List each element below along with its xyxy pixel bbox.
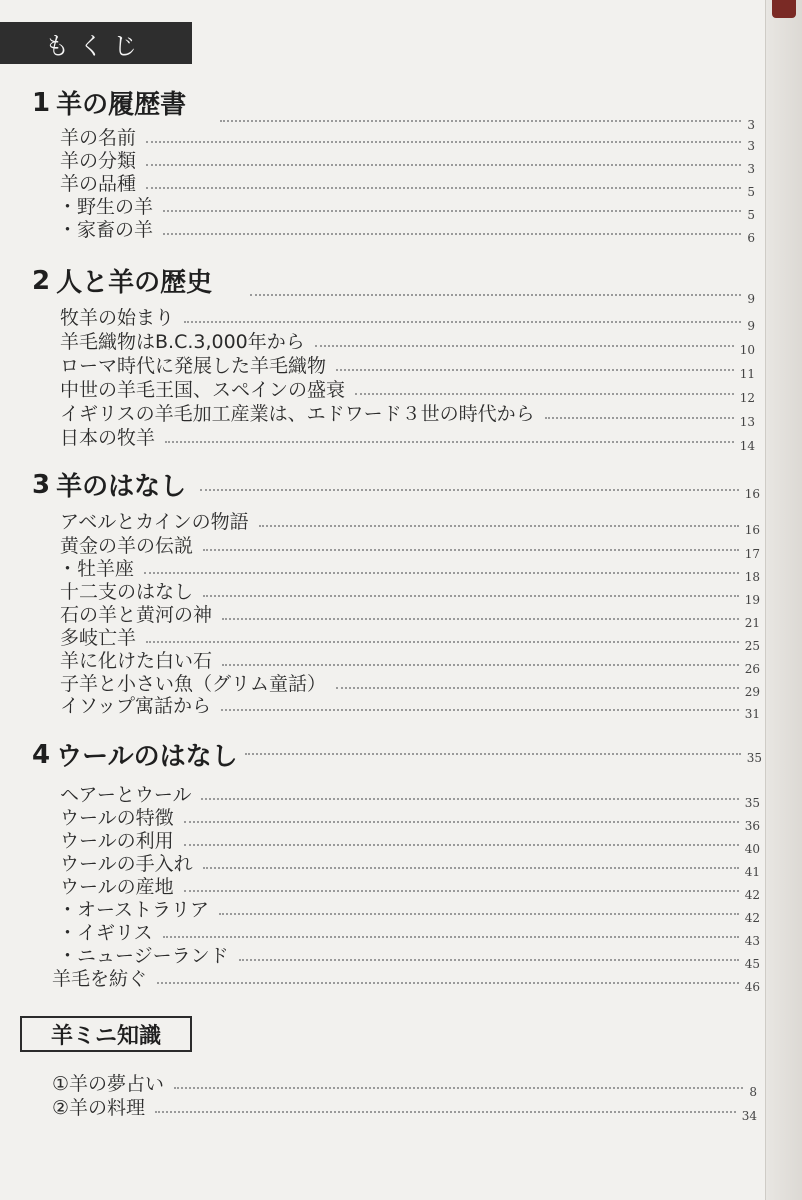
toc-entry[interactable] [60,534,760,561]
leader-dots [157,982,739,984]
entry-label: イギリスの羊毛加工産業は、エドワード３世の時代から [60,403,535,425]
leader-dots [239,959,739,961]
entry-label: ・イギリス [58,922,153,944]
entry-page: 3 [747,139,755,153]
toc-entry[interactable] [52,1096,757,1123]
leader-dots [203,867,739,869]
toc-entry[interactable] [58,921,760,948]
leader-dots [201,798,738,800]
toc-entry[interactable] [52,1072,757,1099]
entry-page: 9 [747,319,755,333]
entry-page: 16 [744,523,760,537]
entry-label: 羊の分類 [60,150,137,172]
entry-label: ヘアーとウール [60,784,192,806]
entry-page: 36 [744,819,760,833]
section-4-heading [32,736,238,773]
page-edge [765,0,802,1200]
toc-entry[interactable] [60,126,755,153]
entry-page: 41 [744,865,760,879]
entry-label: 羊に化けた白い石 [60,650,213,672]
entry-label: 石の羊と黄河の神 [60,604,213,626]
section-2-leader [240,279,755,306]
toc-entry[interactable] [60,426,755,453]
entry-page: 21 [744,616,760,630]
entry-page: 35 [744,796,760,810]
entry-label: ②羊の料理 [52,1097,146,1119]
toc-entry[interactable] [58,944,760,971]
entry-label: 多岐亡羊 [60,627,137,649]
toc-entry[interactable] [60,510,760,537]
section-number: 4 [32,739,51,770]
section-number: 2 [32,265,51,296]
entry-page: 6 [747,231,755,245]
toc-entry[interactable] [60,694,760,721]
section-page: 16 [744,487,760,501]
entry-page: 31 [744,707,760,721]
entry-page: 42 [744,888,760,902]
leader-dots [174,1087,743,1089]
toc-title: もくじ [45,31,147,60]
section-page: 9 [747,292,755,306]
section-title: 羊のはなし [56,472,187,502]
leader-dots [259,525,739,527]
leader-dots [222,664,739,666]
leader-dots [184,321,741,323]
entry-page: 34 [741,1109,757,1123]
entry-page: 11 [739,367,755,381]
leader-dots [155,1111,736,1113]
entry-label: ウールの特徴 [60,807,174,829]
entry-label: ローマ時代に発展した羊毛織物 [60,355,327,377]
entry-label: ・野生の羊 [58,196,154,218]
entry-page: 8 [749,1085,757,1099]
toc-entry[interactable] [60,354,755,381]
leader-dots [184,890,739,892]
section-2-heading [32,262,212,299]
entry-page: 12 [739,391,755,405]
leader-dots [146,141,741,143]
toc-entry[interactable] [60,783,760,810]
entry-page: 5 [747,208,755,222]
entry-label: 黄金の羊の伝説 [60,535,194,557]
section-3-heading [32,466,186,503]
entry-page: 40 [744,842,760,856]
toc-entry[interactable] [60,829,760,856]
leader-dots [146,641,739,643]
leader-dots [184,821,739,823]
leader-dots [144,572,739,574]
entry-page: 17 [744,547,760,561]
section-title: ウールのはなし [56,742,238,772]
leader-dots [545,417,734,419]
leader-dots [203,549,739,551]
entry-label: 羊毛を紡ぐ [52,968,148,990]
mini-knowledge-box [20,1016,192,1052]
toc-entry[interactable] [60,626,760,653]
toc-entry[interactable] [58,218,755,245]
leader-dots [165,441,734,443]
section-page: 35 [746,751,762,765]
leader-dots [203,595,739,597]
entry-label: 子羊と小さい魚（グリム童話） [60,673,327,695]
toc-entry[interactable] [60,172,755,199]
toc-header [0,22,192,64]
leader-dots [163,936,739,938]
entry-label: ・ニュージーランド [58,945,229,967]
entry-page: 14 [739,439,755,453]
toc-entry[interactable] [60,378,755,405]
section-1-heading [32,84,186,121]
entry-page: 3 [747,162,755,176]
toc-entry[interactable] [60,149,755,176]
toc-entry[interactable] [60,306,755,333]
entry-label: ①羊の夢占い [52,1073,165,1095]
toc-entry[interactable] [60,402,755,429]
entry-label: ウールの利用 [60,830,174,852]
toc-entry[interactable] [60,672,760,699]
mini-knowledge-title: 羊ミニ知識 [50,1023,161,1049]
entry-label: 羊毛織物はB.C.3,000年から [60,331,305,353]
entry-label: アベルとカインの物語 [60,511,249,533]
entry-page: 19 [744,593,760,607]
entry-page: 29 [744,685,760,699]
entry-page: 26 [744,662,760,676]
leader-dots [222,618,739,620]
toc-entry[interactable] [60,649,760,676]
entry-page: 18 [744,570,760,584]
toc-entry[interactable] [60,330,755,357]
leader-dots [221,709,739,711]
entry-label: 日本の牧羊 [60,427,156,449]
toc-entry[interactable] [60,603,760,630]
entry-page: 5 [747,185,755,199]
leader-dots [315,345,734,347]
entry-page: 42 [744,911,760,925]
entry-label: ・牡羊座 [58,558,135,580]
toc-entry[interactable] [60,852,760,879]
toc-entry[interactable] [58,557,760,584]
toc-entry[interactable] [58,195,755,222]
entry-label: 牧羊の始まり [60,307,175,329]
entry-label: 羊の名前 [60,127,137,149]
leader-dots [146,164,741,166]
entry-label: 十二支のはなし [60,581,194,603]
entry-page: 46 [744,980,760,994]
leader-dots [336,687,739,689]
leader-dots [163,233,741,235]
entry-page: 10 [739,343,755,357]
toc-entry[interactable] [60,580,760,607]
leader-dots [146,187,741,189]
leader-dots [336,369,734,371]
entry-label: ウールの手入れ [60,853,193,875]
entry-label: ・家畜の羊 [58,219,154,241]
toc-entry[interactable] [60,806,760,833]
section-title: 人と羊の歴史 [56,268,213,298]
entry-label: イソップ寓話から [60,695,212,717]
entry-label: 羊の品種 [60,173,137,195]
section-title: 羊の履歴書 [56,90,187,120]
entry-page: 43 [744,934,760,948]
entry-label: 中世の羊毛王国、スペインの盛衰 [60,379,346,401]
section-3-leader [190,474,760,501]
entry-page: 13 [739,415,755,429]
entry-label: ウールの産地 [60,876,174,898]
entry-label: ・オーストラリア [58,899,210,921]
section-4-leader [235,738,762,765]
toc-entry[interactable] [52,967,760,994]
toc-entry[interactable] [60,875,760,902]
section-number: 1 [32,87,51,118]
leader-dots [355,393,734,395]
section-page: 3 [747,118,755,132]
entry-page: 45 [744,957,760,971]
leader-dots [219,913,739,915]
leader-dots [163,210,741,212]
toc-entry[interactable] [58,898,760,925]
section-number: 3 [32,469,51,500]
leader-dots [184,844,739,846]
entry-page: 25 [744,639,760,653]
bookmark-ribbon [772,0,796,18]
